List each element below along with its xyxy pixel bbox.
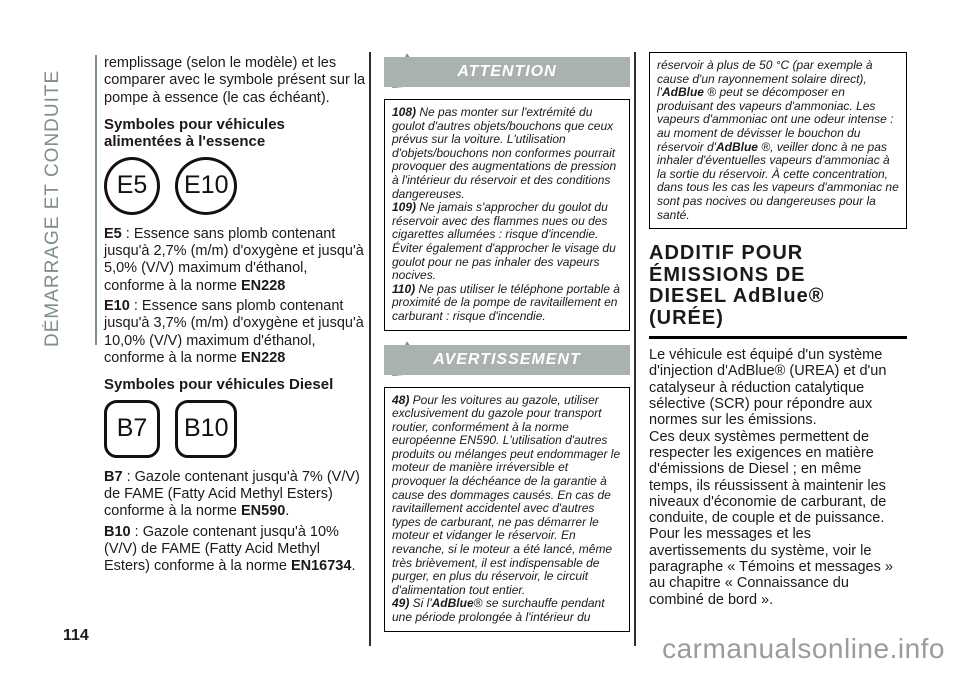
column-fuel-symbols xyxy=(104,55,366,585)
intro-paragraph: remplissage (selon le modèle) et les comparer avec le symbole présent sur la pompe à essence (le cas échéant). xyxy=(104,55,366,106)
adblue-section-heading xyxy=(649,243,907,339)
e5-description: E5 : Essence sans plomb contenant jusqu'à 2,7% (m/m) d'oxygène et jusqu'à 5,0% (V/V) maximum d'éthanol, conforme à la norme EN228 xyxy=(104,225,364,294)
avertissement-bar xyxy=(384,345,630,375)
sidebar-chapter-label: DÉMARRAGE ET CONDUITE xyxy=(42,69,63,347)
diesel-badges-row xyxy=(104,400,366,458)
fuel-badge-b7: B7 xyxy=(104,400,160,458)
column-divider xyxy=(634,52,636,646)
page-number: 114 xyxy=(63,627,89,644)
diesel-symbols-heading: Symboles pour véhicules Diesel xyxy=(104,376,334,394)
petrol-symbols-heading: Symboles pour véhicules alimentées à l'essence xyxy=(104,115,285,151)
attention-notes-box xyxy=(384,99,630,331)
note-48: 48) Pour les voitures au gazole, utiliser exclusivement du gazole pour transport routier, conformément à la norme européenne EN590. L'utilisation d'autres produits ou mélanges peut endommager le moteur de manière irréversible et provoquer la déchéance de la garantie à cause des dommages causés. En cas de ravitaillement accidentel avec d'autres types de carburant, ne pas démarrer le moteur et vidanger le réservoir. En revanche, si le moteur a été lancé, même très brièvement, il est indispensable de purger, en plus du réservoir, le circuit d'alimentation tout entier. xyxy=(392,392,621,597)
column-adblue xyxy=(649,52,907,608)
fuel-badge-e5: E5 xyxy=(104,157,160,215)
note-110: 110) Ne pas utiliser le téléphone portable à proximité de la pompe de ravitaillement en carburant : risque d'incendie. xyxy=(392,281,620,323)
heading-line: DIESEL AdBlue® xyxy=(649,285,825,308)
sidebar-rule xyxy=(95,55,97,345)
attention-bar xyxy=(384,57,630,87)
heading-line: ÉMISSIONS DE xyxy=(649,263,806,286)
adblue-paragraph-2: Ces deux systèmes permettent de respecter les exigences en matière d'émissions de Diesel ; en même temps, ils réussissent à maintenir les niveaux d'économie de carburant, de conduite, de couple et de puissance. Pour les messages et les avertissements du système, voir le paragraphe « Témoins et messages » au chapitre « Connaissance du combiné de bord ». xyxy=(649,428,893,608)
column-warnings xyxy=(384,52,630,641)
avertissement-header xyxy=(384,340,630,380)
b7-description: B7 : Gazole contenant jusqu'à 7% (V/V) de FAME (Fatty Acid Methyl Esters) conforme à la norme EN590. xyxy=(104,468,360,520)
b10-description: B10 : Gazole contenant jusqu'à 10% (V/V) de FAME (Fatty Acid Methyl Esters) conforme à la norme EN16734. xyxy=(104,523,356,575)
avertissement-continuation-box xyxy=(649,52,907,229)
note-49: 49) Si l'AdBlue® se surchauffe pendant une période prolongée à l'intérieur du xyxy=(392,596,605,624)
note-108: 108) Ne pas monter sur l'extrémité du goulot d'autres objets/bouchons que ceux prévus sur la voiture. L'utilisation d'objets/bouchons non conformes pourrait provoquer des augmentations de pression à l'intérieur du réservoir et des conditions dangereuses. xyxy=(392,105,617,201)
heading-line: (URÉE) xyxy=(649,306,724,329)
note-49-continued: réservoir à plus de 50 °C (par exemple à cause d'un rayonnement solaire direct), l'AdBlue ® peut se décomposer en produisant des vapeurs d'ammoniac. Les vapeurs d'ammoniac ont une odeur intense : au moment de dévisser le bouchon du réservoir d'AdBlue ®, veiller donc à ne pas inhaler d'éventuelles vapeurs d'ammoniac à la sortie du réservoir. À cette concentration, dans tous les cas les vapeurs d'ammoniac ne sont pas nocives ou dangereuses pour la santé. xyxy=(657,58,899,222)
e10-description: E10 : Essence sans plomb contenant jusqu'à 3,7% (m/m) d'oxygène et jusqu'à 10,0% (V/V) maximum d'éthanol, conforme à la norme EN228 xyxy=(104,298,364,366)
attention-title: ATTENTION xyxy=(457,63,557,80)
fuel-badge-e10: E10 xyxy=(175,157,237,215)
adblue-paragraph-1: Le véhicule est équipé d'un système d'injection d'AdBlue® (UREA) et d'un catalyseur à réduction catalytique sélective (SCR) pour répondre aux normes sur les émissions. xyxy=(649,347,887,429)
watermark: carmanualsonline.info xyxy=(662,633,945,664)
avertissement-title: AVERTISSEMENT xyxy=(433,350,581,368)
attention-header xyxy=(384,52,630,92)
avertissement-notes-box xyxy=(384,387,630,632)
heading-line: ADDITIF POUR xyxy=(649,242,804,265)
fuel-badge-b10: B10 xyxy=(175,400,237,458)
column-divider xyxy=(369,52,371,646)
note-109: 109) Ne jamais s'approcher du goulot du réservoir avec des flammes nues ou des cigarettes allumées : risque d'incendie. Éviter également d'approcher le visage du goulot pour ne pas inhaler des vapeurs nocives. xyxy=(392,200,616,283)
petrol-badges-row xyxy=(104,157,366,215)
